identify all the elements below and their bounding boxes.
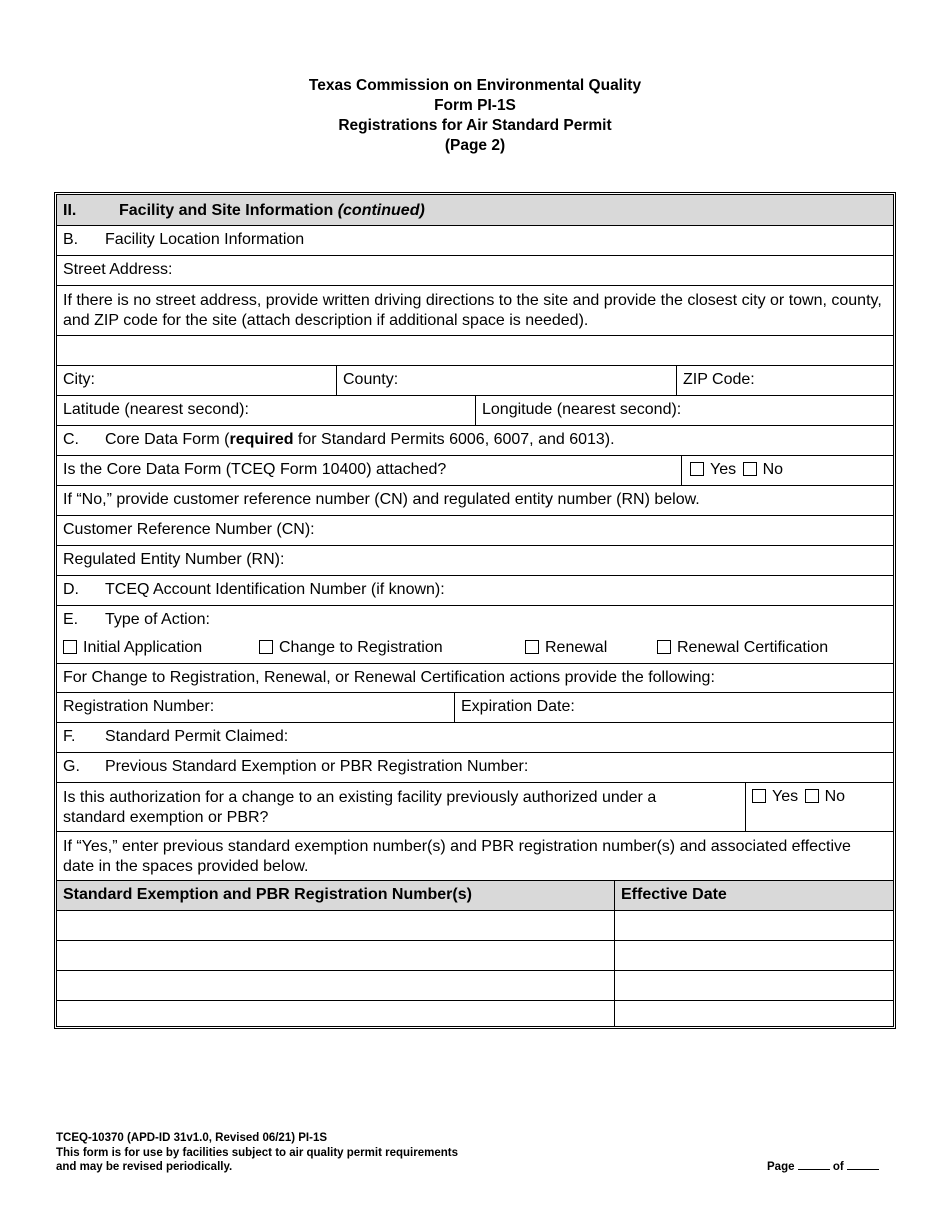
action-initial[interactable] [63,639,202,657]
expiration-date-label: Expiration Date: [461,698,575,715]
effective-date-cell[interactable] [614,911,893,940]
longitude-field[interactable] [475,396,893,425]
authorization-question-row [57,783,893,832]
form-footer [56,1131,458,1175]
facility-location-label: Facility Location Information [105,231,305,248]
action-renewal-cert[interactable] [657,639,828,657]
registration-number-field[interactable] [57,693,454,722]
item-letter-f: F. [63,728,76,745]
core-data-question: Is the Core Data Form (TCEQ Form 10400) attached? [63,461,447,478]
section-header [57,195,893,226]
rn-field[interactable] [57,546,893,576]
standard-permit-label: Standard Permit Claimed: [105,728,289,745]
account-id-label: TCEQ Account Identification Number (if known): [105,581,445,598]
action-renewal[interactable] [525,639,607,657]
type-of-action-row [57,606,893,664]
latitude-label: Latitude (nearest second): [63,401,249,418]
page-label-text: Page [767,1161,795,1173]
effective-date-column-header: Effective Date [621,886,727,903]
section-title: Facility and Site Information [119,202,334,219]
previous-exemption-label: Previous Standard Exemption or PBR Registration Number: [105,758,529,775]
change-registration-checkbox[interactable] [259,640,273,654]
initial-application-label: Initial Application [83,639,203,656]
city-label: City: [63,371,95,388]
city-county-zip-row [57,366,893,396]
type-of-action-label: Type of Action: [105,611,210,628]
expiration-date-field[interactable] [454,693,893,722]
previous-exemption-field[interactable] [57,753,893,783]
cn-field[interactable] [57,516,893,546]
page-number-blank[interactable] [798,1159,830,1170]
street-address-row[interactable] [57,256,893,286]
footer-form-id: TCEQ-10370 (APD-ID 31v1.0, Revised 06/21) PI-1S [56,1132,328,1144]
latitude-field[interactable] [57,396,475,425]
standard-permit-field[interactable] [57,723,893,753]
agency-name: Texas Commission on Environmental Quality [308,77,642,94]
zip-label: ZIP Code: [683,371,755,388]
item-letter-e: E. [63,611,79,628]
core-data-no-checkbox[interactable] [743,462,757,476]
page-total-blank[interactable] [847,1159,879,1170]
effective-date-cell[interactable] [614,971,893,1000]
form-number: Form PI-1S [434,97,516,114]
renewal-label: Renewal [545,639,608,656]
directions-note-row [57,286,893,336]
core-data-heading [57,426,893,456]
authorization-question: Is this authorization for a change to an existing facility previously authorized under a standard exemption or PBR? [63,789,657,826]
exemption-number-cell[interactable] [57,971,614,1000]
footer-note-1: This form is for use by facilities subject to air quality permit requirements [56,1146,458,1159]
effective-date-cell[interactable] [614,1001,893,1026]
renewal-certification-checkbox[interactable] [657,640,671,654]
of-label-text: of [832,1161,844,1173]
item-letter-b: B. [63,231,79,248]
authorization-no-checkbox[interactable] [805,789,819,803]
change-registration-label: Change to Registration [279,639,443,656]
authorization-yes-checkbox[interactable] [752,789,766,803]
core-data-post: for Standard Permits 6006, 6007, and 6013). [293,431,615,448]
street-address-label: Street Address: [63,261,173,278]
if-yes-note: If “Yes,” enter previous standard exemption number(s) and PBR registration number(s) and associated effective date in the spaces provided below. [63,838,851,875]
county-field[interactable] [336,366,676,395]
footer-note-2: and may be revised periodically. [56,1161,233,1173]
table-row [57,911,893,941]
core-data-required: required [229,431,294,448]
if-no-note-row [57,486,893,516]
if-yes-note-row [57,832,893,881]
form-header [0,76,950,156]
exemption-number-cell[interactable] [57,911,614,940]
page-number [767,1159,879,1173]
city-field[interactable] [57,366,336,395]
item-letter-c: C. [63,431,79,448]
core-data-pre: Core Data Form ( [105,431,230,448]
initial-application-checkbox[interactable] [63,640,77,654]
rn-label: Regulated Entity Number (RN): [63,551,285,568]
item-letter-d: D. [63,581,79,598]
core-data-no-label: No [762,461,784,478]
section-title-suffix: (continued) [337,202,425,219]
change-note-row [57,664,893,693]
page-label: (Page 2) [444,137,506,154]
renewal-certification-label: Renewal Certification [677,639,829,656]
core-data-yes-label: Yes [710,461,737,478]
section-number: II. [63,202,77,219]
item-letter-g: G. [63,758,80,775]
zip-field[interactable] [676,366,893,395]
renewal-checkbox[interactable] [525,640,539,654]
registration-number-label: Registration Number: [63,698,215,715]
exemption-table-header [57,881,893,911]
facility-location-heading [57,226,893,256]
lat-long-row [57,396,893,426]
table-row [57,941,893,971]
directions-input[interactable] [57,336,893,366]
change-note: For Change to Registration, Renewal, or Renewal Certification actions provide the following: [63,669,715,686]
core-data-question-row [57,456,893,486]
form-title: Registrations for Air Standard Permit [338,117,612,134]
registration-expiration-row [57,693,893,723]
table-row [57,1001,893,1026]
account-id-field[interactable] [57,576,893,606]
if-no-note: If “No,” provide customer reference number (CN) and regulated entity number (RN) below. [63,491,700,508]
longitude-label: Longitude (nearest second): [482,401,682,418]
exemption-number-cell[interactable] [57,941,614,970]
cn-label: Customer Reference Number (CN): [63,521,315,538]
table-row [57,971,893,1001]
form-table [54,192,896,1029]
effective-date-cell[interactable] [614,941,893,970]
authorization-yes-label: Yes [772,788,799,805]
action-change[interactable] [259,639,443,657]
county-label: County: [343,371,399,388]
authorization-no-label: No [824,788,846,805]
exemption-number-cell[interactable] [57,1001,614,1026]
exemption-column-header: Standard Exemption and PBR Registration Number(s) [63,886,472,903]
directions-note: If there is no street address, provide written driving directions to the site and provide the closest city or town, county, and ZIP code for the site (attach description if additional space is needed). [63,292,882,329]
core-data-yes-checkbox[interactable] [690,462,704,476]
